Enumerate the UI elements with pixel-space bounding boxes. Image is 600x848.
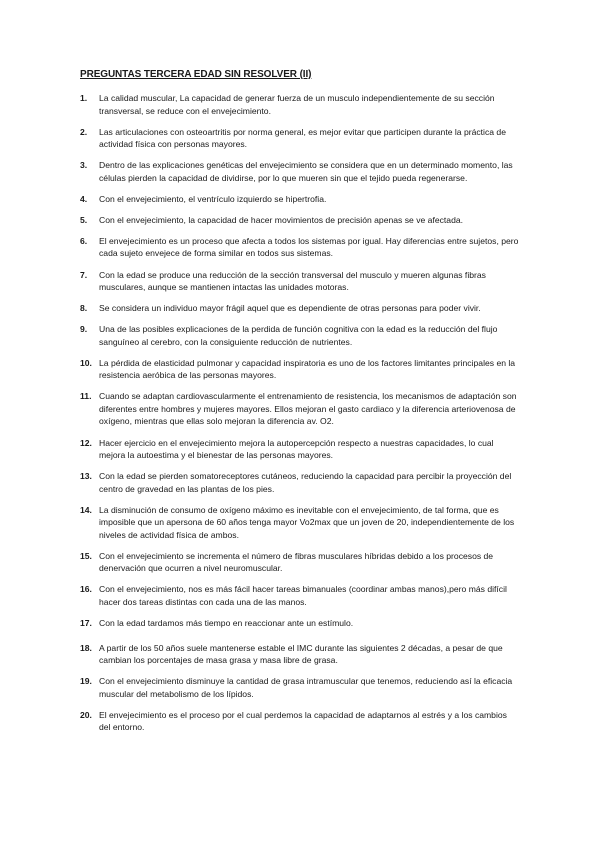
- question-item: [80, 235, 520, 260]
- question-number: 5.: [80, 214, 88, 225]
- question-text: Con el envejecimiento, nos es más fácil hacer tareas bimanuales (coordinar ambas manos),pero más difícil hacer dos tareas distintas con cada una de las manos.: [99, 584, 507, 607]
- page-title: PREGUNTAS TERCERA EDAD SIN RESOLVER (II): [80, 69, 312, 80]
- question-number: 17.: [80, 618, 92, 628]
- question-number: 8.: [80, 303, 88, 314]
- question-text: Con el envejecimiento, el ventrículo izquierdo se hipertrofia.: [99, 193, 327, 204]
- question-item: [80, 357, 520, 382]
- question-text: Una de las posibles explicaciones de la perdida de función cognitiva con la edad es la reducción del flujo sanguíneo al cerebro, con la consiguiente reducción de nutrientes.: [99, 324, 498, 347]
- question-item: [80, 709, 520, 734]
- question-text: Con la edad se pierden somatoreceptores cutáneos, reduciendo la capacidad para percibir la proyección del centro de gravedad en las plantas de los pies.: [99, 471, 512, 494]
- question-item: [80, 390, 520, 428]
- question-number: 20.: [80, 709, 92, 720]
- question-text: Las articulaciones con osteoartritis por norma general, es mejor evitar que participen durante la práctica de actividad física con personas mayores.: [99, 126, 506, 150]
- question-item: [80, 159, 520, 184]
- question-number: 9.: [80, 324, 88, 335]
- question-number: 15.: [80, 550, 92, 561]
- question-number: 18.: [80, 642, 92, 653]
- question-text: La pérdida de elasticidad pulmonar y capacidad inspiratoria es uno de los factores limitantes principales en la resistencia aeróbica de las personas mayores.: [99, 357, 516, 381]
- question-number: 13.: [80, 471, 92, 482]
- question-item: [80, 583, 520, 608]
- question-text: Hacer ejercicio en el envejecimiento mejora la autopercepción respecto a nuestras capacidades, lo cual mejora la autoestima y el bienestar de las personas mayores.: [99, 437, 494, 461]
- question-item: [80, 302, 520, 315]
- question-item: [80, 642, 520, 667]
- question-list: [80, 92, 520, 742]
- question-number: 2.: [80, 126, 88, 137]
- question-item: [80, 214, 520, 227]
- question-item: [80, 193, 520, 206]
- question-item: [80, 92, 520, 117]
- question-number: 19.: [80, 676, 92, 687]
- question-number: 4.: [80, 193, 88, 204]
- question-number: 6.: [80, 235, 88, 246]
- question-item: [80, 675, 520, 700]
- question-text: La calidad muscular, La capacidad de generar fuerza de un musculo independientemente de su sección transversal, se reduce con el envejecimiento.: [99, 93, 495, 116]
- question-number: 12.: [80, 437, 92, 448]
- question-text: El envejecimiento es un proceso que afecta a todos los sistemas por igual. Hay diferencias entre sujetos, pero cada sujeto envejece de forma similar en todos sus sistemas.: [99, 235, 519, 259]
- question-text: Con la edad se produce una reducción de la sección transversal del musculo y mueren algunas fibras musculares, aunque se mantienen intactas las unidades motoras.: [99, 269, 486, 293]
- question-text: La disminución de consumo de oxígeno máximo es inevitable con el envejecimiento, de tal forma, que es imposible que un apersona de 60 años tenga mayor Vo2max que un joven de 20, independientemente de los niveles de actividad física de ambos.: [99, 504, 515, 540]
- question-text: Dentro de las explicaciones genéticas del envejecimiento se considera que en un determinado momento, las células pierden la capacidad de dividirse, por lo que mueren sin que el tejido pueda regenerarse.: [99, 160, 513, 183]
- question-number: 3.: [80, 160, 88, 171]
- question-item: [80, 323, 520, 348]
- question-number: 16.: [80, 584, 92, 595]
- question-number: 14.: [80, 504, 92, 515]
- question-text: Se considera un individuo mayor frágil aquel que es dependiente de otras personas para poder vivir.: [99, 303, 481, 314]
- question-number: 1.: [80, 93, 88, 103]
- question-item: [80, 437, 520, 462]
- question-number: 7.: [80, 269, 88, 280]
- question-text: El envejecimiento es el proceso por el cual perdemos la capacidad de adaptarnos al estrés y a los cambios del entorno.: [99, 709, 507, 733]
- question-text: Cuando se adaptan cardiovascularmente el entrenamiento de resistencia, los mecanismos de adaptación son diferentes entre hombres y mujeres mayores. Ellos mejoran el gasto cardiaco y la diferencia arteriovenosa de oxígeno, mientras que ellas solo mejoran la diferencia av. O2.: [99, 391, 517, 427]
- question-text: Con el envejecimiento disminuye la cantidad de grasa intramuscular que tenemos, reduciendo así la eficacia muscular del metabolismo de los lípidos.: [99, 676, 513, 699]
- question-text: Con el envejecimiento se incrementa el número de fibras musculares híbridas debido a los procesos de denervación que ocurren a nivel neuromuscular.: [99, 550, 494, 574]
- question-item: [80, 504, 520, 542]
- question-text: A partir de los 50 años suele mantenerse estable el IMC durante las siguientes 2 décadas, a pesar de que cambian los porcentajes de masa grasa y masa libre de grasa.: [99, 642, 503, 665]
- question-item: [80, 617, 520, 630]
- question-item: [80, 550, 520, 575]
- question-item: [80, 470, 520, 495]
- question-item: [80, 269, 520, 294]
- question-number: 11.: [80, 391, 92, 402]
- question-item: [80, 126, 520, 151]
- question-text: Con la edad tardamos más tiempo en reaccionar ante un estímulo.: [99, 618, 354, 628]
- question-text: Con el envejecimiento, la capacidad de hacer movimientos de precisión apenas se ve afectada.: [99, 214, 464, 225]
- question-number: 10.: [80, 357, 92, 368]
